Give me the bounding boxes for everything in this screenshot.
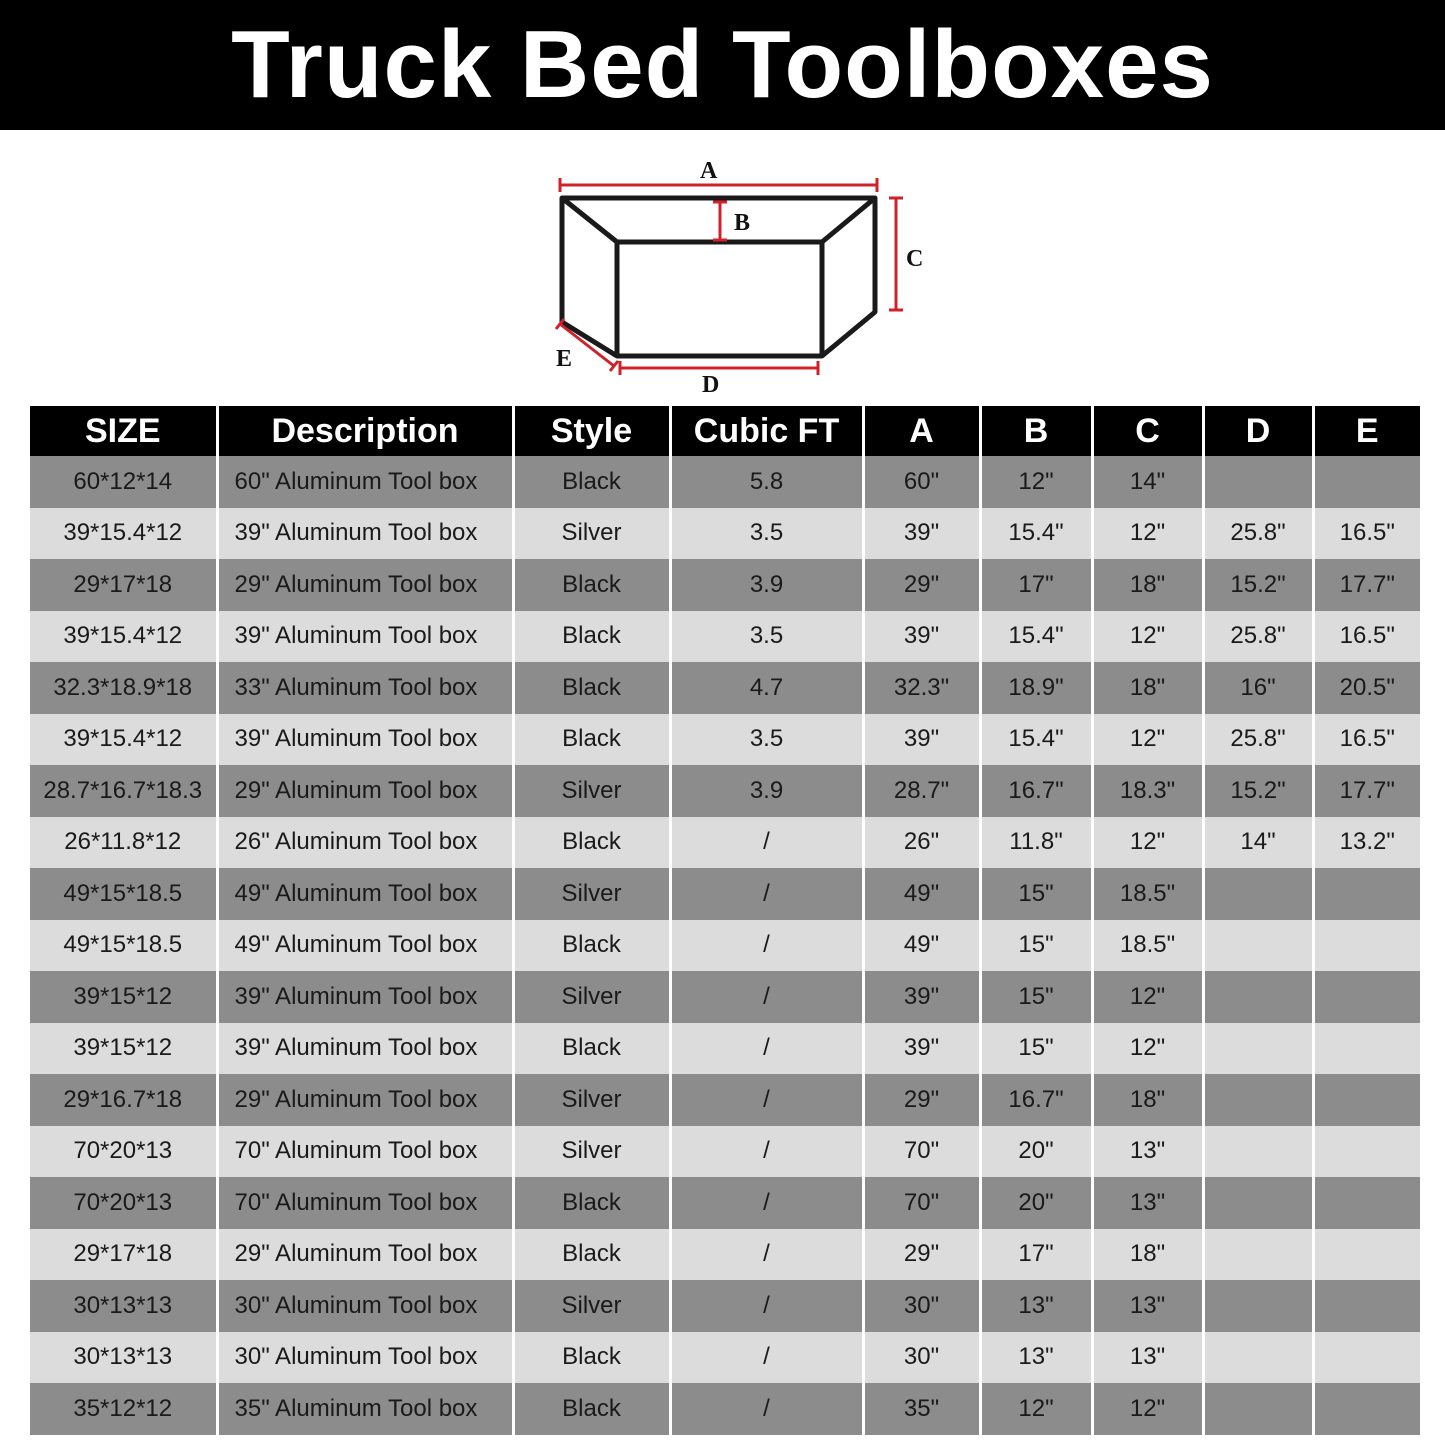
table-row — [30, 920, 1420, 972]
cell-style: Black — [513, 920, 670, 972]
header-size: SIZE — [30, 406, 217, 456]
cell-b: 12" — [980, 1383, 1092, 1435]
cell-cubic-ft: / — [670, 920, 863, 972]
toolbox-spec-table — [30, 406, 1420, 1435]
cell-a: 29" — [863, 1074, 980, 1126]
dimension-label-e: E — [556, 346, 573, 372]
header-cubic-ft: Cubic FT — [670, 406, 863, 456]
dimension-label-d: D — [702, 372, 720, 398]
cell-description: 30" Aluminum Tool box — [217, 1332, 513, 1384]
cell-style: Silver — [513, 1074, 670, 1126]
cell-e — [1313, 1074, 1420, 1126]
cell-e — [1313, 1280, 1420, 1332]
cell-d — [1203, 456, 1313, 508]
cell-a: 28.7" — [863, 765, 980, 817]
toolbox-dimension-diagram — [540, 152, 950, 402]
cell-e: 16.5" — [1313, 714, 1420, 766]
cell-cubic-ft: 4.7 — [670, 662, 863, 714]
cell-b: 15.4" — [980, 508, 1092, 560]
cell-c: 18.3" — [1092, 765, 1203, 817]
cell-e — [1313, 1023, 1420, 1075]
cell-c: 13" — [1092, 1177, 1203, 1229]
cell-size: 39*15.4*12 — [30, 714, 217, 766]
cell-a: 29" — [863, 559, 980, 611]
cell-cubic-ft: / — [670, 1383, 863, 1435]
cell-description: 30" Aluminum Tool box — [217, 1280, 513, 1332]
cell-style: Silver — [513, 1280, 670, 1332]
cell-cubic-ft: 3.9 — [670, 765, 863, 817]
cell-a: 32.3" — [863, 662, 980, 714]
cell-e — [1313, 456, 1420, 508]
cell-size: 49*15*18.5 — [30, 868, 217, 920]
cell-style: Black — [513, 1229, 670, 1281]
cell-style: Black — [513, 1023, 670, 1075]
cell-size: 70*20*13 — [30, 1126, 217, 1178]
cell-c: 18.5" — [1092, 868, 1203, 920]
cell-description: 70" Aluminum Tool box — [217, 1177, 513, 1229]
table-row — [30, 1177, 1420, 1229]
header-b: B — [980, 406, 1092, 456]
cell-a: 35" — [863, 1383, 980, 1435]
cell-size: 60*12*14 — [30, 456, 217, 508]
cell-c: 18" — [1092, 662, 1203, 714]
cell-cubic-ft: / — [670, 868, 863, 920]
table-row — [30, 1074, 1420, 1126]
cell-size: 32.3*18.9*18 — [30, 662, 217, 714]
cell-e — [1313, 1383, 1420, 1435]
cell-description: 49" Aluminum Tool box — [217, 920, 513, 972]
cell-description: 29" Aluminum Tool box — [217, 1229, 513, 1281]
cell-c: 18" — [1092, 1074, 1203, 1126]
cell-b: 18.9" — [980, 662, 1092, 714]
cell-c: 12" — [1092, 714, 1203, 766]
cell-b: 13" — [980, 1332, 1092, 1384]
cell-b: 17" — [980, 559, 1092, 611]
cell-e — [1313, 971, 1420, 1023]
cell-d — [1203, 1280, 1313, 1332]
cell-e: 16.5" — [1313, 508, 1420, 560]
cell-d — [1203, 971, 1313, 1023]
cell-b: 11.8" — [980, 817, 1092, 869]
cell-size: 39*15.4*12 — [30, 508, 217, 560]
cell-description: 26" Aluminum Tool box — [217, 817, 513, 869]
table-row — [30, 1023, 1420, 1075]
cell-a: 30" — [863, 1280, 980, 1332]
cell-a: 39" — [863, 971, 980, 1023]
cell-d — [1203, 1074, 1313, 1126]
header-c: C — [1092, 406, 1203, 456]
cell-style: Silver — [513, 868, 670, 920]
cell-c: 12" — [1092, 1023, 1203, 1075]
cell-style: Silver — [513, 508, 670, 560]
cell-b: 20" — [980, 1126, 1092, 1178]
cell-e: 17.7" — [1313, 559, 1420, 611]
cell-e: 20.5" — [1313, 662, 1420, 714]
cell-e: 17.7" — [1313, 765, 1420, 817]
header-e: E — [1313, 406, 1420, 456]
cell-c: 18" — [1092, 559, 1203, 611]
cell-cubic-ft: / — [670, 1023, 863, 1075]
cell-d — [1203, 868, 1313, 920]
cell-description: 39" Aluminum Tool box — [217, 611, 513, 663]
cell-style: Black — [513, 611, 670, 663]
cell-description: 29" Aluminum Tool box — [217, 1074, 513, 1126]
cell-d: 25.8" — [1203, 508, 1313, 560]
cell-style: Black — [513, 559, 670, 611]
cell-d: 25.8" — [1203, 611, 1313, 663]
cell-style: Black — [513, 456, 670, 508]
header-description: Description — [217, 406, 513, 456]
table-row — [30, 611, 1420, 663]
cell-description: 39" Aluminum Tool box — [217, 508, 513, 560]
cell-a: 70" — [863, 1177, 980, 1229]
cell-b: 17" — [980, 1229, 1092, 1281]
header-a: A — [863, 406, 980, 456]
cell-c: 12" — [1092, 508, 1203, 560]
cell-c: 12" — [1092, 1383, 1203, 1435]
cell-d: 16" — [1203, 662, 1313, 714]
cell-cubic-ft: / — [670, 1126, 863, 1178]
title-bar — [0, 0, 1445, 130]
cell-cubic-ft: / — [670, 1074, 863, 1126]
cell-b: 13" — [980, 1280, 1092, 1332]
cell-d — [1203, 1177, 1313, 1229]
page-title: Truck Bed Toolboxes — [231, 11, 1214, 118]
cell-size: 49*15*18.5 — [30, 920, 217, 972]
cell-b: 15.4" — [980, 714, 1092, 766]
cell-style: Silver — [513, 765, 670, 817]
cell-d: 14" — [1203, 817, 1313, 869]
cell-c: 13" — [1092, 1280, 1203, 1332]
cell-d — [1203, 1126, 1313, 1178]
cell-a: 30" — [863, 1332, 980, 1384]
cell-a: 29" — [863, 1229, 980, 1281]
header-style: Style — [513, 406, 670, 456]
cell-cubic-ft: / — [670, 971, 863, 1023]
table-row — [30, 817, 1420, 869]
cell-style: Silver — [513, 1126, 670, 1178]
cell-a: 39" — [863, 611, 980, 663]
cell-cubic-ft: / — [670, 1229, 863, 1281]
cell-cubic-ft: 3.9 — [670, 559, 863, 611]
toolbox-diagram-svg — [540, 152, 950, 402]
cell-cubic-ft: / — [670, 1332, 863, 1384]
table-body — [30, 456, 1420, 1435]
cell-b: 15" — [980, 920, 1092, 972]
cell-description: 35" Aluminum Tool box — [217, 1383, 513, 1435]
cell-size: 70*20*13 — [30, 1177, 217, 1229]
cell-size: 29*17*18 — [30, 559, 217, 611]
cell-e — [1313, 868, 1420, 920]
cell-e — [1313, 920, 1420, 972]
cell-description: 29" Aluminum Tool box — [217, 559, 513, 611]
cell-size: 39*15.4*12 — [30, 611, 217, 663]
cell-e: 13.2" — [1313, 817, 1420, 869]
cell-a: 49" — [863, 920, 980, 972]
dimension-label-a: A — [700, 158, 718, 184]
table-row — [30, 508, 1420, 560]
cell-size: 28.7*16.7*18.3 — [30, 765, 217, 817]
cell-a: 26" — [863, 817, 980, 869]
cell-a: 39" — [863, 714, 980, 766]
cell-description: 39" Aluminum Tool box — [217, 971, 513, 1023]
cell-style: Black — [513, 1177, 670, 1229]
cell-e — [1313, 1229, 1420, 1281]
cell-size: 26*11.8*12 — [30, 817, 217, 869]
cell-c: 14" — [1092, 456, 1203, 508]
table-row — [30, 1126, 1420, 1178]
cell-a: 70" — [863, 1126, 980, 1178]
table-row — [30, 714, 1420, 766]
cell-b: 15.4" — [980, 611, 1092, 663]
cell-a: 39" — [863, 508, 980, 560]
header-d: D — [1203, 406, 1313, 456]
cell-d — [1203, 1023, 1313, 1075]
cell-cubic-ft: 3.5 — [670, 508, 863, 560]
table-row — [30, 971, 1420, 1023]
cell-style: Black — [513, 1332, 670, 1384]
cell-cubic-ft: 3.5 — [670, 714, 863, 766]
dimension-label-c: C — [906, 246, 924, 272]
cell-a: 49" — [863, 868, 980, 920]
cell-c: 12" — [1092, 611, 1203, 663]
table-row — [30, 1280, 1420, 1332]
cell-b: 20" — [980, 1177, 1092, 1229]
cell-cubic-ft: 5.8 — [670, 456, 863, 508]
cell-b: 16.7" — [980, 765, 1092, 817]
cell-size: 35*12*12 — [30, 1383, 217, 1435]
cell-d — [1203, 1229, 1313, 1281]
cell-size: 30*13*13 — [30, 1332, 217, 1384]
cell-a: 60" — [863, 456, 980, 508]
table-header-row — [30, 406, 1420, 456]
cell-b: 15" — [980, 868, 1092, 920]
cell-c: 12" — [1092, 817, 1203, 869]
table-row — [30, 456, 1420, 508]
cell-d: 25.8" — [1203, 714, 1313, 766]
cell-cubic-ft: / — [670, 1280, 863, 1332]
cell-style: Black — [513, 1383, 670, 1435]
cell-d: 15.2" — [1203, 765, 1313, 817]
cell-style: Silver — [513, 971, 670, 1023]
cell-description: 49" Aluminum Tool box — [217, 868, 513, 920]
table-row — [30, 1383, 1420, 1435]
cell-e — [1313, 1177, 1420, 1229]
table-row — [30, 1229, 1420, 1281]
cell-style: Black — [513, 817, 670, 869]
cell-d: 15.2" — [1203, 559, 1313, 611]
table-row — [30, 662, 1420, 714]
cell-size: 29*16.7*18 — [30, 1074, 217, 1126]
cell-c: 13" — [1092, 1126, 1203, 1178]
cell-style: Black — [513, 714, 670, 766]
cell-d — [1203, 1332, 1313, 1384]
table-row — [30, 868, 1420, 920]
table-row — [30, 765, 1420, 817]
cell-description: 60" Aluminum Tool box — [217, 456, 513, 508]
cell-d — [1203, 1383, 1313, 1435]
cell-description: 29" Aluminum Tool box — [217, 765, 513, 817]
cell-b: 12" — [980, 456, 1092, 508]
cell-c: 18" — [1092, 1229, 1203, 1281]
cell-description: 39" Aluminum Tool box — [217, 714, 513, 766]
table-row — [30, 1332, 1420, 1384]
cell-size: 39*15*12 — [30, 1023, 217, 1075]
cell-e: 16.5" — [1313, 611, 1420, 663]
cell-cubic-ft: / — [670, 1177, 863, 1229]
cell-e — [1313, 1126, 1420, 1178]
cell-c: 13" — [1092, 1332, 1203, 1384]
cell-description: 39" Aluminum Tool box — [217, 1023, 513, 1075]
cell-c: 18.5" — [1092, 920, 1203, 972]
cell-style: Black — [513, 662, 670, 714]
cell-size: 29*17*18 — [30, 1229, 217, 1281]
cell-b: 15" — [980, 971, 1092, 1023]
cell-a: 39" — [863, 1023, 980, 1075]
cell-size: 39*15*12 — [30, 971, 217, 1023]
dimension-label-b: B — [734, 210, 751, 236]
cell-description: 33" Aluminum Tool box — [217, 662, 513, 714]
cell-cubic-ft: 3.5 — [670, 611, 863, 663]
cell-description: 70" Aluminum Tool box — [217, 1126, 513, 1178]
cell-c: 12" — [1092, 971, 1203, 1023]
cell-size: 30*13*13 — [30, 1280, 217, 1332]
table-row — [30, 559, 1420, 611]
cell-b: 15" — [980, 1023, 1092, 1075]
cell-cubic-ft: / — [670, 817, 863, 869]
cell-b: 16.7" — [980, 1074, 1092, 1126]
cell-e — [1313, 1332, 1420, 1384]
cell-d — [1203, 920, 1313, 972]
